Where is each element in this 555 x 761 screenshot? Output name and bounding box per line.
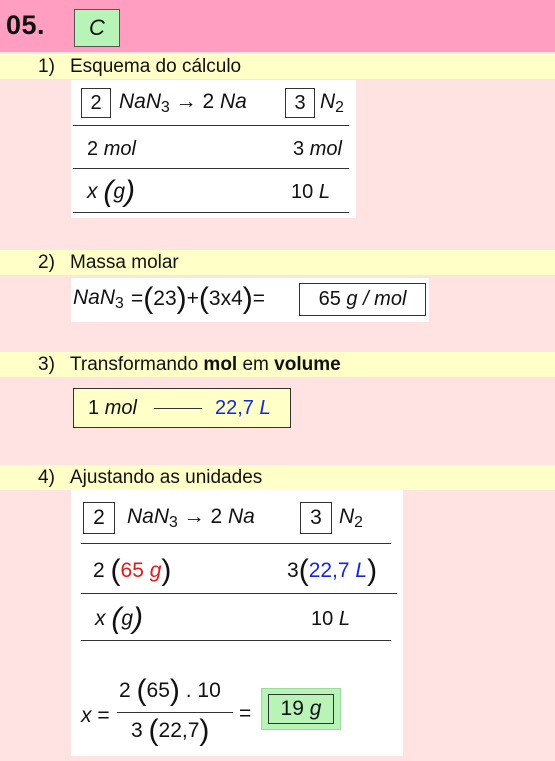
ratio-right: 3(22,7 L): [287, 554, 378, 587]
step-3-title: [0, 352, 555, 377]
molar-mass-result: 65 g / mol: [299, 283, 426, 316]
given-right: 10 L: [291, 181, 330, 203]
volume-left: 1 mol: [88, 397, 137, 419]
step-2-title: [0, 250, 555, 275]
separator-line: [73, 168, 349, 169]
step-number: 4): [38, 467, 55, 488]
separator-line: [81, 640, 391, 641]
question-number: 05.: [6, 10, 46, 40]
step-title: Transformando mol em volume: [70, 354, 341, 375]
step-4-title: [0, 465, 555, 490]
step-title: Massa molar: [70, 252, 179, 273]
coefficient-box: 3: [285, 88, 315, 118]
separator-line: [81, 593, 397, 594]
relation-dash: [154, 408, 202, 409]
step-title: Esquema do cálculo: [70, 56, 242, 77]
question-header: [0, 0, 555, 52]
step-number: 1): [38, 56, 55, 77]
equals-sign: =: [239, 702, 252, 725]
unknown-left: x (g): [95, 602, 144, 635]
final-result: 19 g: [268, 694, 334, 724]
step-number: 3): [38, 354, 55, 375]
molar-mass-calc: [71, 278, 429, 322]
scheme-1: [71, 80, 356, 218]
volume-relation: [73, 388, 291, 428]
answer-box: C: [74, 9, 120, 47]
formula: NaN$_3$: [73, 286, 124, 312]
scheme-2: [71, 490, 403, 756]
separator-line: [73, 212, 349, 213]
separator-line: [73, 125, 349, 126]
volume-right: 22,7 L: [215, 397, 271, 419]
ratio-right: 3 mol: [293, 138, 342, 160]
reaction-reactant: NaN$_3$ → 2 Na: [119, 90, 247, 116]
step-1-title: [0, 54, 555, 79]
fraction-numerator: 2 (65) . 10: [119, 674, 221, 707]
coefficient-box: 3: [300, 502, 332, 534]
coefficient-box: 2: [83, 502, 115, 534]
ratio-left: 2 mol: [87, 138, 136, 160]
final-result-outer: [261, 688, 341, 730]
fraction-denominator: 3 (22,7): [131, 714, 210, 747]
step-title: Ajustando as unidades: [70, 467, 263, 488]
sum-expression: =(23)+(3x4)=: [131, 282, 266, 315]
final-variable: x =: [81, 704, 110, 727]
fraction-bar: [117, 712, 233, 713]
step-number: 2): [38, 252, 55, 273]
given-right: 10 L: [311, 608, 350, 630]
coefficient-box: 2: [81, 88, 111, 118]
reaction-product: $N_2$: [339, 505, 363, 531]
ratio-left: 2 (65 g): [93, 554, 172, 587]
separator-line: [81, 543, 391, 544]
reaction-reactant: NaN$_3$ → 2 Na: [127, 505, 255, 531]
unknown-left: x (g): [87, 175, 136, 208]
reaction-product: $N_2$: [320, 90, 344, 116]
